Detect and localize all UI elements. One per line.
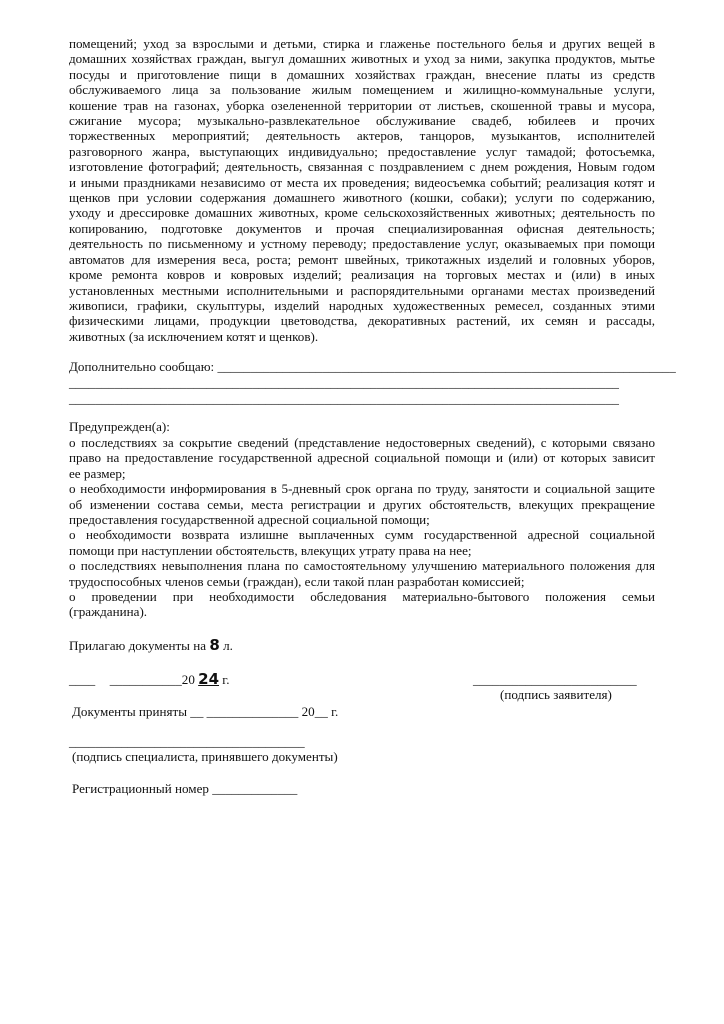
additional-info-line-3: ____________________________________________________________________________________ <box>69 391 619 406</box>
text-line: о последствиях невыполнения плана по самостоятельному улучшению материального положения для <box>69 558 655 574</box>
applicant-signature-line: _________________________ <box>473 672 637 687</box>
text-line: домашних хозяйствах граждан, выгул домашних животных и уход за ними, закупка продуктов, мытье <box>69 51 655 67</box>
date-year-prefix: 20 <box>181 672 195 687</box>
specialist-signature-line: ____________________________________ <box>69 734 305 749</box>
text-line: о необходимости возврата излишне выплаченных сумм государственной адресной социальной <box>69 527 655 543</box>
text-line: животных (за исключением котят и щенков). <box>69 328 319 344</box>
registration-number: Регистрационный номер _____________ <box>72 781 298 796</box>
text-line: обслуживаемого лица за пользование жилым помещением и жилищно-коммунальные услуги, <box>69 82 655 98</box>
text-line: о последствиях за сокрытие сведений (представление недостоверных сведений), с которыми связано <box>69 435 655 450</box>
warned-heading: Предупрежден(а): <box>69 419 170 434</box>
text-line: автоматов для измерения веса, роста; ремонт швейных, трикотажных изделий и головных уборов, <box>69 251 655 267</box>
text-line: разговорного жанра, выступающих индивидуально; предоставление услуг тамадой; фотосъемка, <box>69 143 655 159</box>
warned-paragraph <box>69 435 655 620</box>
text-line: деятельность по письменному и устному переводу; предоставление услуг, оказываемых при помощи <box>69 236 655 252</box>
date-year-suffix: г. <box>222 672 230 687</box>
date-year-value: 24 <box>198 670 220 688</box>
text-line: живописи, графики, скульптуры, изделий народных художественных ремесел, созданных этими <box>69 297 655 313</box>
text-line: о проведении при необходимости обследования материально-бытового положения семьи <box>69 589 655 605</box>
text-line: право на предоставление государственной адресной социальной помощи и (или) от которых зависит <box>69 450 655 466</box>
text-line: щенков при условии содержания домашнего животного (кошки, собаки); услуги по содержанию, <box>69 190 655 206</box>
text-line: ее размер; <box>69 465 126 481</box>
applicant-signature-caption: (подпись заявителя) <box>500 687 612 702</box>
text-line: копированию, подготовке документов и прочая специализированная офисная деятельность; <box>69 220 655 236</box>
specialist-signature-caption: (подпись специалиста, принявшего документы) <box>72 749 338 764</box>
text-line: и иными праздниками независимо от места их проведения; видеосъемка событий; реализация котят и <box>69 174 655 190</box>
text-line: установленных местными исполнительными и распорядительными органами местах произведений <box>69 282 655 298</box>
attach-suffix: л. <box>223 638 233 653</box>
attach-row <box>69 638 233 653</box>
text-line: (гражданина). <box>69 604 148 620</box>
additional-info-line-2: ____________________________________________________________________________________ <box>69 375 619 390</box>
text-line: уходу и дрессировке домашних животных, кроме сельскохозяйственных животных; деятельность по <box>69 205 655 221</box>
date-row <box>69 672 229 687</box>
text-line: изготовление фотографий; деятельность, связанная с поздравлением с днем рождения, Новым годом <box>69 159 655 175</box>
attach-count: 8 <box>209 636 220 654</box>
additional-info-label: Дополнительно сообщаю: <box>69 359 215 374</box>
date-day-blank: ____ <box>69 672 96 687</box>
text-line: трудоспособных членов семьи (граждан), если такой план разработан комиссией; <box>69 573 525 589</box>
text-line: торжественных мероприятий; деятельность актеров, танцоров, музыкантов, исполнителей <box>69 128 655 144</box>
text-line: сжигание мусора; музыкально-развлекательное обслуживание свадеб, юбилеев и прочих <box>69 113 655 129</box>
text-line: о необходимости информирования в 5-дневный срок органа по труду, занятости и социальной защите <box>69 481 655 497</box>
documents-accepted: Документы приняты __ ______________ 20__ г. <box>72 704 339 719</box>
text-line: кошение трав на газонах, уборка озелененной территории от листьев, скошенной травы и мусора, <box>69 97 655 113</box>
attach-prefix: Прилагаю документы на <box>69 638 207 653</box>
text-line: помещений; уход за взрослыми и детьми, стирка и глаженье постельного белья и других вещей в <box>69 36 655 51</box>
text-line: предоставления государственной адресной социальной помощи; <box>69 512 430 528</box>
text-line: физическими лицами, продукции цветоводства, декоративных растений, их семян и рассады, <box>69 313 655 329</box>
text-line: об изменении состава семьи, места регистрации и других обстоятельств, влекущих прекращение <box>69 496 655 512</box>
continuation-paragraph <box>69 36 655 344</box>
text-line: посуды и приготовление пищи в домашних хозяйствах граждан, внесение платы из средств <box>69 66 655 82</box>
text-line: кроме ремонта ковров и ковровых изделий; реализация на торговых местах и (или) в иных <box>69 267 655 283</box>
additional-info-row <box>69 359 676 374</box>
date-month-blank: ___________ <box>109 672 182 687</box>
additional-info-line-1: ______________________________________________________________________ <box>217 359 676 374</box>
text-line: помощи при наступлении обстоятельств, влекущих утрату права на нее; <box>69 542 472 558</box>
